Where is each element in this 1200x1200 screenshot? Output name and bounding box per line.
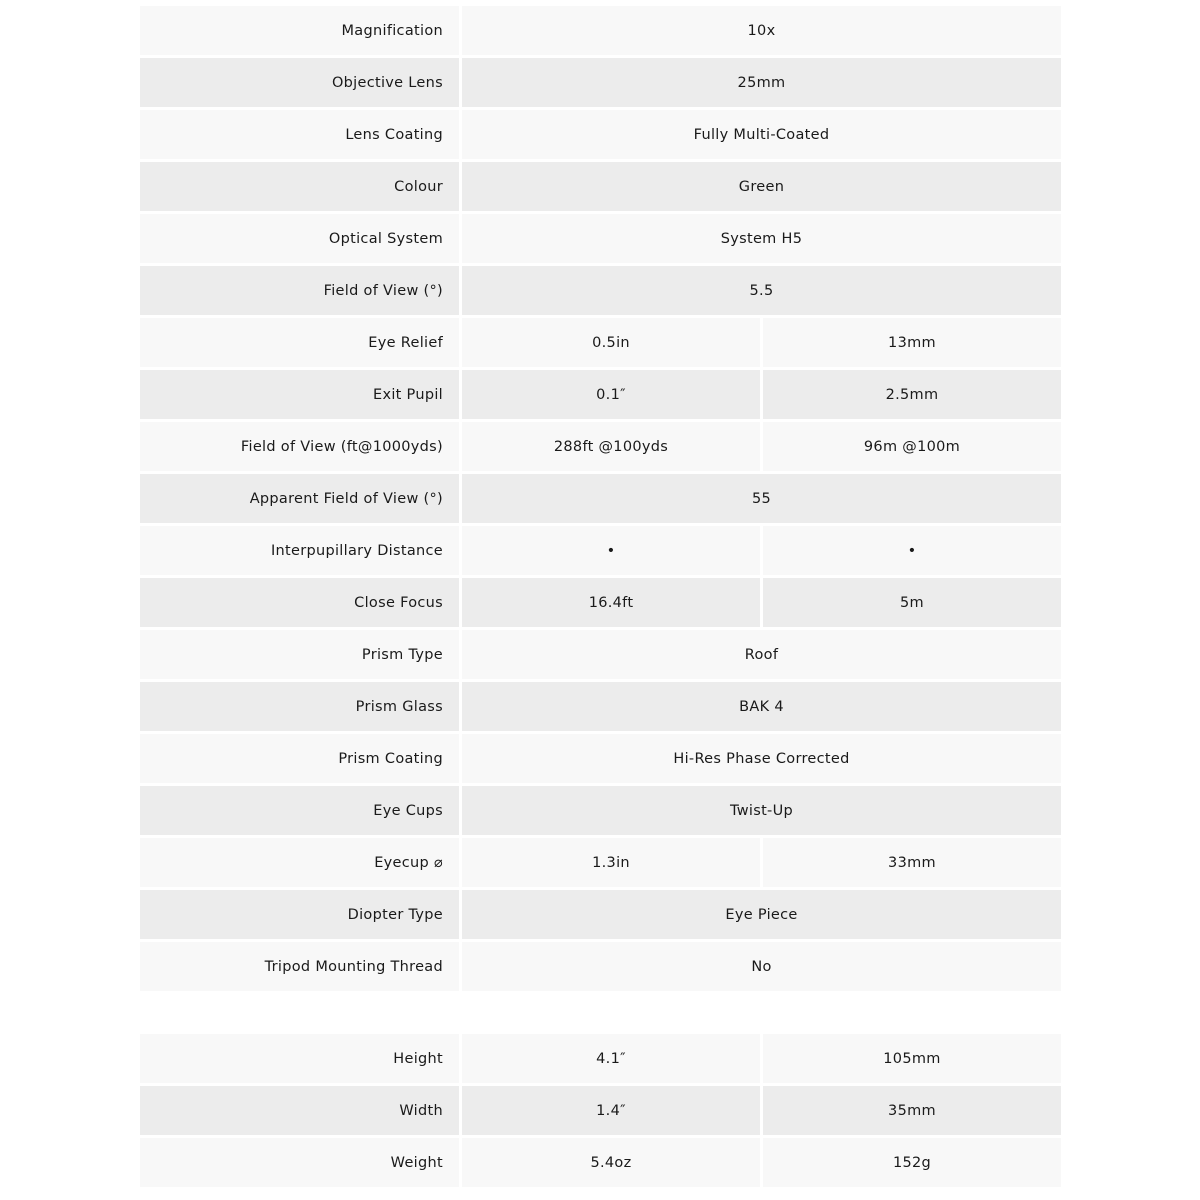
spec-value-metric: 13mm	[763, 318, 1061, 367]
spec-label: Interpupillary Distance	[140, 526, 459, 575]
spec-row-interpupillary-distance	[140, 526, 1061, 575]
spec-value-imperial: 1.3in	[462, 838, 760, 887]
spec-label: Prism Type	[140, 630, 459, 679]
spec-value: BAK 4	[462, 682, 1061, 731]
dimensions-table	[140, 1034, 1061, 1187]
spec-value-imperial: 1.4″	[462, 1086, 760, 1135]
spec-row-height	[140, 1034, 1061, 1083]
spec-row-width	[140, 1086, 1061, 1135]
spec-row-field-of-view	[140, 266, 1061, 315]
spec-row-apparent-field-of-view	[140, 474, 1061, 523]
spec-label: Lens Coating	[140, 110, 459, 159]
spec-label: Objective Lens	[140, 58, 459, 107]
spec-row-close-focus	[140, 578, 1061, 627]
spec-row-optical-system	[140, 214, 1061, 263]
spec-row-tripod-mounting-thread	[140, 942, 1061, 991]
spec-value: System H5	[462, 214, 1061, 263]
spec-value-imperial: 0.5in	[462, 318, 760, 367]
spec-value: 55	[462, 474, 1061, 523]
spec-row-prism-coating	[140, 734, 1061, 783]
spec-label: Field of View (ft@1000yds)	[140, 422, 459, 471]
spec-row-lens-coating	[140, 110, 1061, 159]
spec-label: Colour	[140, 162, 459, 211]
spec-row-exit-pupil	[140, 370, 1061, 419]
spec-label: Prism Glass	[140, 682, 459, 731]
spec-row-objective-lens	[140, 58, 1061, 107]
spec-value: 5.5	[462, 266, 1061, 315]
spec-label: Eyecup ⌀	[140, 838, 459, 887]
spec-value-imperial: 5.4oz	[462, 1138, 760, 1187]
spec-label: Apparent Field of View (°)	[140, 474, 459, 523]
spec-label: Close Focus	[140, 578, 459, 627]
spec-value-metric: 105mm	[763, 1034, 1061, 1083]
spec-row-colour	[140, 162, 1061, 211]
spec-value-metric: 35mm	[763, 1086, 1061, 1135]
spec-value: Fully Multi-Coated	[462, 110, 1061, 159]
spec-label: Height	[140, 1034, 459, 1083]
spec-label: Weight	[140, 1138, 459, 1187]
spec-value-metric: 5m	[763, 578, 1061, 627]
spec-row-eye-cups	[140, 786, 1061, 835]
spec-value: Eye Piece	[462, 890, 1061, 939]
spec-value-imperial: 288ft @100yds	[462, 422, 760, 471]
spec-value: Green	[462, 162, 1061, 211]
spec-label: Field of View (°)	[140, 266, 459, 315]
spec-label: Optical System	[140, 214, 459, 263]
spec-row-eye-relief	[140, 318, 1061, 367]
spec-table	[140, 6, 1061, 991]
spec-label: Magnification	[140, 6, 459, 55]
spec-row-diopter-type	[140, 890, 1061, 939]
spec-value-metric: 2.5mm	[763, 370, 1061, 419]
spec-value-metric: 96m @100m	[763, 422, 1061, 471]
spec-value: No	[462, 942, 1061, 991]
spec-value: 25mm	[462, 58, 1061, 107]
spec-value-metric: 33mm	[763, 838, 1061, 887]
spec-row-weight	[140, 1138, 1061, 1187]
spec-label: Eye Cups	[140, 786, 459, 835]
spec-value: Hi-Res Phase Corrected	[462, 734, 1061, 783]
spec-value: 10x	[462, 6, 1061, 55]
spec-value: Roof	[462, 630, 1061, 679]
spec-value-imperial: 0.1″	[462, 370, 760, 419]
spec-value: Twist-Up	[462, 786, 1061, 835]
spec-row-field-of-view-ft-1000yds	[140, 422, 1061, 471]
spec-row-magnification	[140, 6, 1061, 55]
spec-row-eyecup	[140, 838, 1061, 887]
spec-value-imperial: 4.1″	[462, 1034, 760, 1083]
spec-label: Exit Pupil	[140, 370, 459, 419]
spec-label: Width	[140, 1086, 459, 1135]
spec-value-metric: •	[763, 526, 1061, 575]
spec-label: Prism Coating	[140, 734, 459, 783]
spec-row-prism-glass	[140, 682, 1061, 731]
spec-value-imperial: •	[462, 526, 760, 575]
spec-value-metric: 152g	[763, 1138, 1061, 1187]
spec-value-imperial: 16.4ft	[462, 578, 760, 627]
spec-row-prism-type	[140, 630, 1061, 679]
spec-label: Eye Relief	[140, 318, 459, 367]
spec-label: Tripod Mounting Thread	[140, 942, 459, 991]
spec-label: Diopter Type	[140, 890, 459, 939]
